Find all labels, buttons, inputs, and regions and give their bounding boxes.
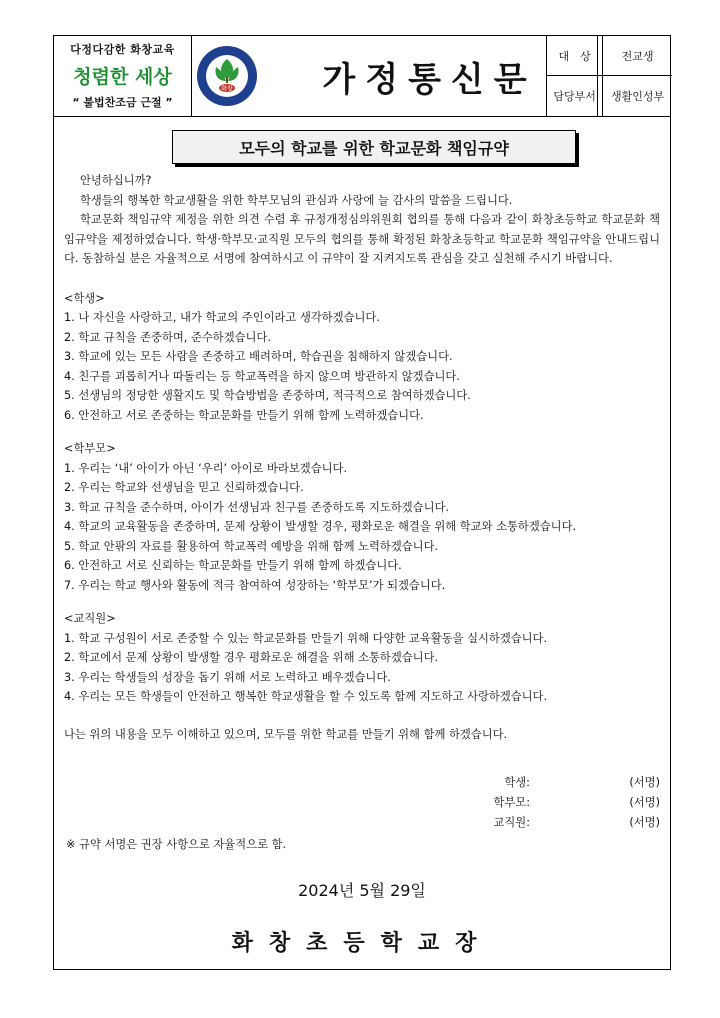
list-item: 5. 선생님의 정당한 생활지도 및 학습방법을 존중하며, 적극적으로 참여하겠습니다. <box>64 389 471 402</box>
greeting: 안녕하십니까? <box>80 174 152 187</box>
school-emblem-icon <box>196 45 258 107</box>
list-item: 5. 학교 안팎의 자료를 활용하여 학교폭력 예방을 위해 함께 노력하겠습니다. <box>64 539 439 553</box>
target-value: 전교생 <box>603 36 672 76</box>
parent-rules <box>64 459 660 596</box>
list-item: 6. 안전하고 서로 신뢰하는 학교문화를 만들기 위해 함께 하겠습니다. <box>64 559 402 572</box>
signature-role: 학부모: <box>493 796 530 809</box>
logo-label: 화창 <box>221 85 233 93</box>
dept-label: 담당부서 <box>547 76 603 117</box>
document-title: 모두의 학교를 위한 학교문화 책임규약 <box>172 130 576 164</box>
list-item: 4. 친구를 괴롭히거나 따돌리는 등 학교폭력을 하지 않으며 방관하지 않겠습니다. <box>64 369 460 383</box>
section-heading-staff: <교직원> <box>64 612 116 625</box>
intro-paragraph-1: 학생들의 행복한 학교생활을 위한 학부모님의 관심과 사랑에 늘 감사의 말씀을 드립니다. <box>80 193 513 207</box>
info-table <box>546 36 672 116</box>
issue-date: 2024년 5월 29일 <box>298 881 426 900</box>
slogan-top: 다정다감한 화창교육 <box>70 43 175 56</box>
list-item: 3. 학교에 있는 모든 사람을 존중하고 배려하며, 학습권을 침해하지 않겠습니다. <box>64 350 453 363</box>
signature-mark: (서명) <box>629 796 660 809</box>
list-item: 2. 학교 규칙을 존중하며, 준수하겠습니다. <box>64 330 271 344</box>
info-box <box>553 36 672 116</box>
signature-mark: (서명) <box>629 776 660 789</box>
signature-role: 교직원: <box>493 816 530 829</box>
list-item: 2. 학교에서 문제 상황이 발생할 경우 평화로운 해결을 위해 소통하겠습니다. <box>64 651 439 664</box>
school-logo <box>192 36 262 116</box>
signature-note: ※ 규약 서명은 권장 사항으로 자율적으로 함. <box>66 838 287 851</box>
list-item: 4. 학교의 교육활동을 존중하며, 문제 상황이 발생할 경우, 평화로운 해결을 위해 학교와 소통하겠습니다. <box>64 520 577 533</box>
school-principal: 화창초등학교장 <box>231 931 493 956</box>
dept-value: 생활인성부 <box>603 76 672 117</box>
student-rules <box>64 308 660 425</box>
signature-mark: (서명) <box>629 816 660 829</box>
document-frame <box>53 35 671 970</box>
slogan-main: 청렴한 세상 <box>73 66 172 88</box>
target-label: 대 상 <box>547 36 603 76</box>
list-item: 7. 우리는 학교 행사와 활동에 적극 참여하여 성장하는 ‘학부모’가 되겠습니다. <box>64 578 446 592</box>
slogan-box <box>54 36 192 116</box>
section-heading-students: <학생> <box>64 291 105 305</box>
list-item: 1. 우리는 ‘내’ 아이가 아닌 ‘우리’ 아이로 바라보겠습니다. <box>64 461 348 475</box>
header <box>54 36 670 117</box>
newsletter-title: 가정통신문 <box>322 59 537 100</box>
document-body <box>64 171 660 744</box>
staff-rules <box>64 629 660 707</box>
signature-role: 학생: <box>504 776 530 789</box>
list-item: 1. 나 자신을 사랑하고, 내가 학교의 주인이라고 생각하겠습니다. <box>64 311 380 324</box>
pledge-statement: 나는 위의 내용을 모두 이해하고 있으며, 모두를 위한 학교를 만들기 위해 함께 하겠습니다. <box>64 727 508 741</box>
list-item: 3. 우리는 학생들의 성장을 돕기 위해 서로 노력하고 배우겠습니다. <box>64 670 391 684</box>
intro-paragraph-2: 학교문화 책임규약 제정을 위한 의견 수렴 후 규정개정심의위원회 협의를 통해 다음과 같이 화창초등학교 학교문화 책임규약을 제정하였습니다. 학생·학부모·교직원 모두의 협의를 통해 확정된 화창초등학교 학교문화 책임규약을 안내드립니다. 동참하실 분은 자율적으로 서명에 참여하시고 이 규약이 잘 지켜지도록 관심을 갖고 실천해 주시기 바랍니다. <box>64 213 660 265</box>
list-item: 2. 우리는 학교와 선생님을 믿고 신뢰하겠습니다. <box>64 481 304 494</box>
list-item: 4. 우리는 모든 학생들이 안전하고 행복한 학교생활을 할 수 있도록 함께 지도하고 사랑하겠습니다. <box>64 690 548 703</box>
list-item: 3. 학교 규칙을 준수하며, 아이가 선생님과 친구를 존중하도록 지도하겠습니다. <box>64 500 449 514</box>
slogan-bottom: “ 불법찬조금 근절 ” <box>72 96 173 109</box>
list-item: 1. 학교 구성원이 서로 존중할 수 있는 학교문화를 만들기 위해 다양한 교육활동을 실시하겠습니다. <box>64 631 548 645</box>
list-item: 6. 안전하고 서로 존중하는 학교문화를 만들기 위해 함께 노력하겠습니다. <box>64 408 424 422</box>
section-heading-parents: <학부모> <box>64 442 116 455</box>
